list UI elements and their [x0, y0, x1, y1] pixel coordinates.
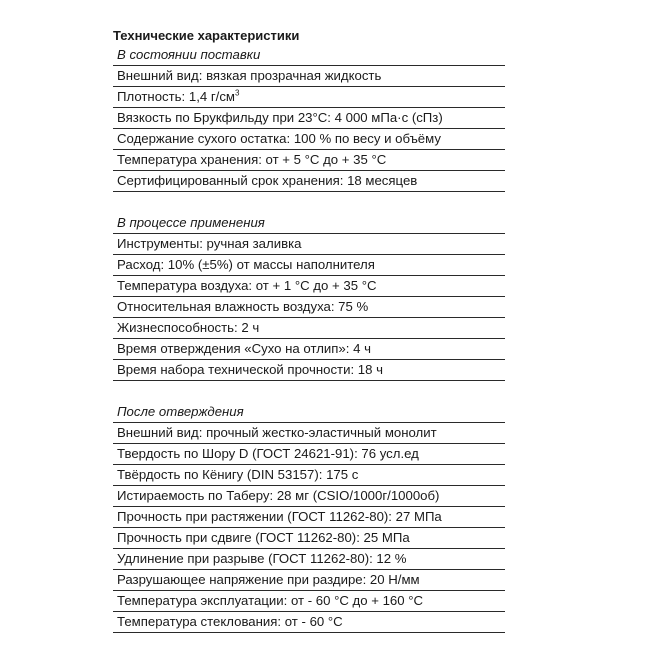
- spec-row-text: Плотность: 1,4 г/см: [117, 89, 235, 104]
- spec-row: Температура стеклования: от - 60 °С: [113, 612, 505, 633]
- spec-row: Время отверждения «Сухо на отлип»: 4 ч: [113, 339, 505, 360]
- superscript: 3: [235, 88, 240, 98]
- spec-row: Твердость по Шору D (ГОСТ 24621-91): 76 усл.ед: [113, 444, 505, 465]
- spec-row: Расход: 10% (±5%) от массы наполнителя: [113, 255, 505, 276]
- spec-row: Вязкость по Брукфильду при 23°С: 4 000 мПа·с (сПз): [113, 108, 505, 129]
- spec-row: Относительная влажность воздуха: 75 %: [113, 297, 505, 318]
- spec-row: Прочность при растяжении (ГОСТ 11262-80): 27 МПа: [113, 507, 505, 528]
- spec-row: Температура эксплуатации: от - 60 °С до + 160 °С: [113, 591, 505, 612]
- spec-row: Твёрдость по Кёнигу (DIN 53157): 175 с: [113, 465, 505, 486]
- spec-row-density: [113, 87, 505, 108]
- spec-row: Разрушающее напряжение при раздире: 20 Н/мм: [113, 570, 505, 591]
- spec-row: Внешний вид: прочный жестко-эластичный монолит: [113, 423, 505, 444]
- section-application: [113, 213, 505, 381]
- spec-row: Температура хранения: от + 5 °С до + 35 °С: [113, 150, 505, 171]
- page-title: Технические характеристики: [113, 28, 300, 43]
- spec-row: Внешний вид: вязкая прозрачная жидкость: [113, 66, 505, 87]
- spec-row: Истираемость по Таберу: 28 мг (CSIO/1000г/1000об): [113, 486, 505, 507]
- spec-row: Сертифицированный срок хранения: 18 месяцев: [113, 171, 505, 192]
- spec-row: Жизнеспособность: 2 ч: [113, 318, 505, 339]
- spec-row: Содержание сухого остатка: 100 % по весу и объёму: [113, 129, 505, 150]
- spec-row: Температура воздуха: от + 1 °С до + 35 °С: [113, 276, 505, 297]
- spec-row: Удлинение при разрыве (ГОСТ 11262-80): 12 %: [113, 549, 505, 570]
- section-heading: В состоянии поставки: [113, 45, 505, 66]
- spec-sheet: [113, 27, 505, 633]
- spec-row: Время набора технической прочности: 18 ч: [113, 360, 505, 381]
- section-heading: В процессе применения: [113, 213, 505, 234]
- spec-row: Инструменты: ручная заливка: [113, 234, 505, 255]
- section-delivery: [113, 45, 505, 192]
- spec-row: Прочность при сдвиге (ГОСТ 11262-80): 25 МПа: [113, 528, 505, 549]
- section-heading: После отверждения: [113, 402, 505, 423]
- section-cured: [113, 402, 505, 633]
